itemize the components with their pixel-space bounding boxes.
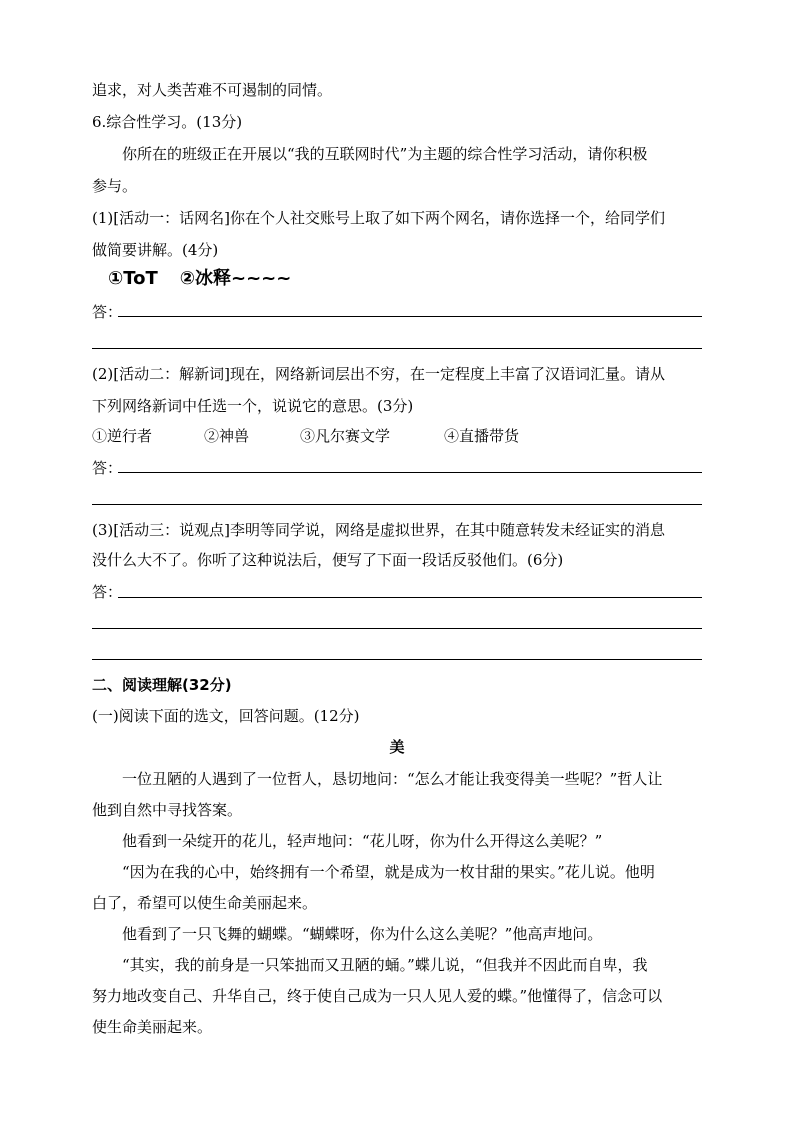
activity-3-prompt: (3)[活动三：说观点]李明等同学说，网络是虚拟世界，在其中随意转发未经证实的消息 [92, 521, 665, 539]
passage-line: 他看到了一只飞舞的蝴蝶。“蝴蝶呀，你为什么这么美呢？”他高声地问。 [122, 925, 603, 943]
passage-line: “因为在我的心中，始终拥有一个希望，就是成为一枚甘甜的果实。”花儿说。他明 [122, 863, 655, 881]
passage-line: 一位丑陋的人遇到了一位哲人，恳切地问：“怎么才能让我变得美一些呢？”哲人让 [122, 770, 663, 788]
passage-line: 努力地改变自己、升华自己，终于使自己成为一只人见人爱的蝶。”他懂得了，信念可以 [92, 987, 663, 1005]
answer-label: 答： [92, 583, 123, 601]
new-word-option: ②神兽 [204, 427, 250, 445]
text-line: 下列网络新词中任选一个，说说它的意思。(3分) [92, 397, 414, 415]
section-2-heading: 二、阅读理解(32分) [92, 676, 232, 694]
text-line: 做简要讲解。(4分) [92, 241, 219, 259]
answer-line[interactable] [118, 597, 702, 598]
activity-2-prompt: (2)[活动二：解新词]现在，网络新词层出不穷，在一定程度上丰富了汉语词汇量。请从 [92, 365, 665, 383]
text-line: 追求，对人类苦难不可遏制的同情。 [92, 81, 333, 99]
new-word-option: ①逆行者 [92, 427, 153, 445]
answer-line[interactable] [92, 348, 702, 349]
net-name-1: ①ToT [108, 268, 158, 289]
net-name-2: ②冰释~~~~ [179, 268, 292, 289]
question-6-heading: 6.综合性学习。(13分) [92, 113, 243, 131]
passage-title: 美 [389, 738, 405, 756]
answer-line[interactable] [118, 472, 702, 473]
text-line: 参与。 [92, 177, 138, 195]
new-word-option: ④直播带货 [444, 427, 520, 445]
answer-label: 答： [92, 459, 123, 477]
net-names [108, 266, 291, 292]
passage-line: “其实，我的前身是一只笨拙而又丑陋的蛹。”蝶儿说，“但我并不因此而自卑，我 [122, 956, 648, 974]
passage-instruction: (一)阅读下面的选文，回答问题。(12分) [92, 707, 360, 725]
passage-line: 他看到一朵绽开的花儿，轻声地问：“花儿呀，你为什么开得这么美呢？” [122, 832, 603, 850]
answer-line[interactable] [92, 659, 702, 660]
text-line: 你所在的班级正在开展以“我的互联网时代”为主题的综合性学习活动，请你积极 [122, 145, 648, 163]
passage-line: 使生命美丽起来。 [92, 1018, 213, 1036]
passage-line: 白了，希望可以使生命美丽起来。 [92, 894, 318, 912]
answer-line[interactable] [118, 316, 702, 317]
activity-1-prompt: (1)[活动一：话网名]你在个人社交账号上取了如下两个网名，请你选择一个，给同学们 [92, 209, 665, 227]
answer-line[interactable] [92, 504, 702, 505]
answer-line[interactable] [92, 628, 702, 629]
passage-line: 他到自然中寻找答案。 [92, 801, 243, 819]
new-word-option: ③凡尔赛文学 [300, 427, 391, 445]
text-line: 没什么大不了。你听了这种说法后，便写了下面一段话反驳他们。(6分) [92, 551, 564, 569]
answer-label: 答： [92, 303, 123, 321]
